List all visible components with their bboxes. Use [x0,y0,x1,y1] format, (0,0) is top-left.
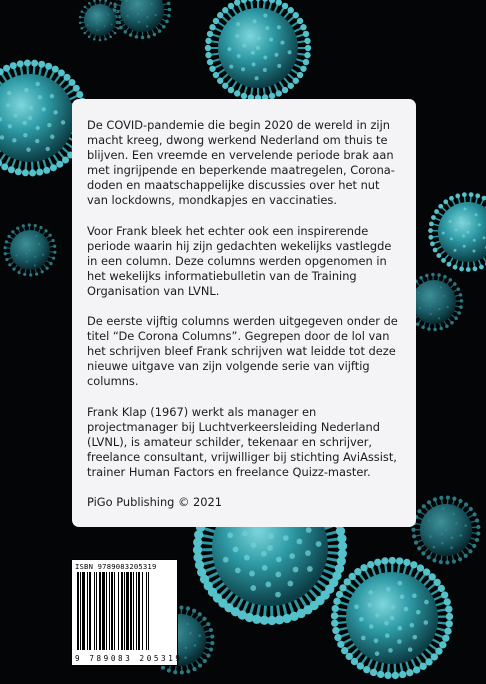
isbn-label: ISBN 9789083205319 [75,562,157,571]
blurb-paragraph-1: De COVID-pandemie die begin 2020 de wereld in zijn macht kreeg, dwong werkend Nederland om thuis te blijven. Een vreemde en vervelende periode brak aan met ingrijpende en beperkende maatregelen, Corona-doden en maatschappelijke discussies over het nut van lockdowns, mondkapjes en vaccinaties. [87,118,395,208]
virus-particle [4,223,57,276]
publisher-copyright: PiGo Publishing © 2021 [87,494,223,509]
virus-particle [205,0,311,101]
barcode-bars [75,572,174,652]
virus-particle [428,192,486,272]
blurb-panel [72,99,416,527]
blurb-paragraph-2: Voor Frank bleek het echter ook een inspirerende periode waarin hij zijn gedachten wekelijks vastlegde in een column. Deze columns werden opgenomen in het wekelijks informatiebulletin van de Training Organisation van LVNL. [87,223,392,298]
virus-particle [331,557,453,679]
virus-particle [79,0,121,41]
blurb-paragraph-3: De eerste vijftig columns werden uitgegeven onder de titel “De Corona Columns”. Gegrepen door de lol van het schrijven bleef Frank schrijven wat leidde tot deze nieuwe uitgave van zijn volgende serie van vijftig columns. [87,314,398,389]
virus-particle [113,0,172,39]
isbn-digits: 9 789083 205319 [75,654,183,663]
virus-particle [411,495,480,564]
isbn-barcode [71,559,183,666]
author-bio: Frank Klap (1967) werkt als manager en projectmanager bij Luchtverkeersleiding Nederland (LVNL), is amateur schilder, tekenaar en schrijver, freelance consultant, vrijwilliger bij stichting AviAssist, trainer Human Factors en freelance Quizz-master. [87,404,397,479]
